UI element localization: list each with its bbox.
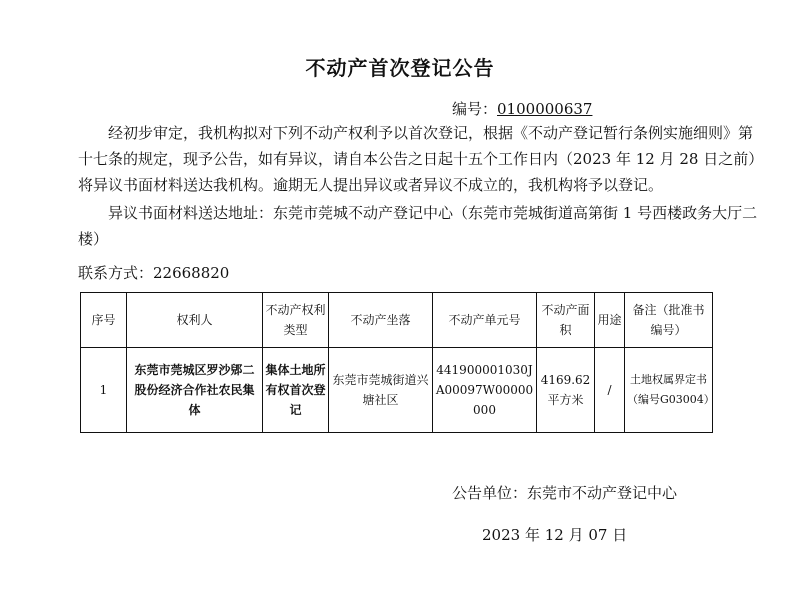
serial-number [452,98,592,119]
announcement-paragraph: 经初步审定，我机构拟对下列不动产权利予以首次登记，根据《不动产登记暂行条例实施细则》第十七条的规定，现予公告，如有异议，请自本公告之日起十五个工作日内（2023 年 12 月 28 日之前）将异议书面材料送达我机构。逾期无人提出异议或者异议不成立的，我机构将予以登记。 [78,124,756,194]
header-right-type: 不动产权利类型 [263,293,329,348]
header-right-holder: 权利人 [127,293,263,348]
header-usage: 用途 [595,293,625,348]
page-title: 不动产首次登记公告 [305,56,495,80]
header-location: 不动产坐落 [329,293,433,348]
serial-label: 编号： [452,100,498,118]
header-area: 不动产面积 [537,293,595,348]
issuing-unit: 公告单位：东莞市不动产登记中心 [452,484,678,502]
table-header-row [81,293,713,348]
header-remarks: 备注（批准书编号） [625,293,713,348]
contact-info: 联系方式：22668820 [78,264,230,282]
registration-table [80,292,713,433]
cell-location: 东莞市莞城街道兴塘社区 [329,348,433,433]
cell-right-type: 集体土地所有权首次登记 [263,348,329,433]
cell-area: 4169.62平方米 [537,348,595,433]
cell-right-holder: 东莞市莞城区罗沙郳二股份经济合作社农民集体 [127,348,263,433]
header-unit-number: 不动产单元号 [433,293,537,348]
cell-unit-number: 441900001030JA00097W00000000 [433,348,537,433]
issue-date: 2023 年 12 月 07 日 [482,526,628,544]
cell-remarks: 土地权属界定书（编号G03004） [625,348,713,433]
header-index: 序号 [81,293,127,348]
table-row [81,348,713,433]
cell-index: 1 [81,348,127,433]
objection-address-paragraph: 异议书面材料送达地址：东莞市莞城不动产登记中心（东莞市莞城街道高第街 1 号西楼政务大厅二楼） [78,204,758,248]
serial-value: 0100000637 [497,100,593,118]
cell-usage: / [595,348,625,433]
